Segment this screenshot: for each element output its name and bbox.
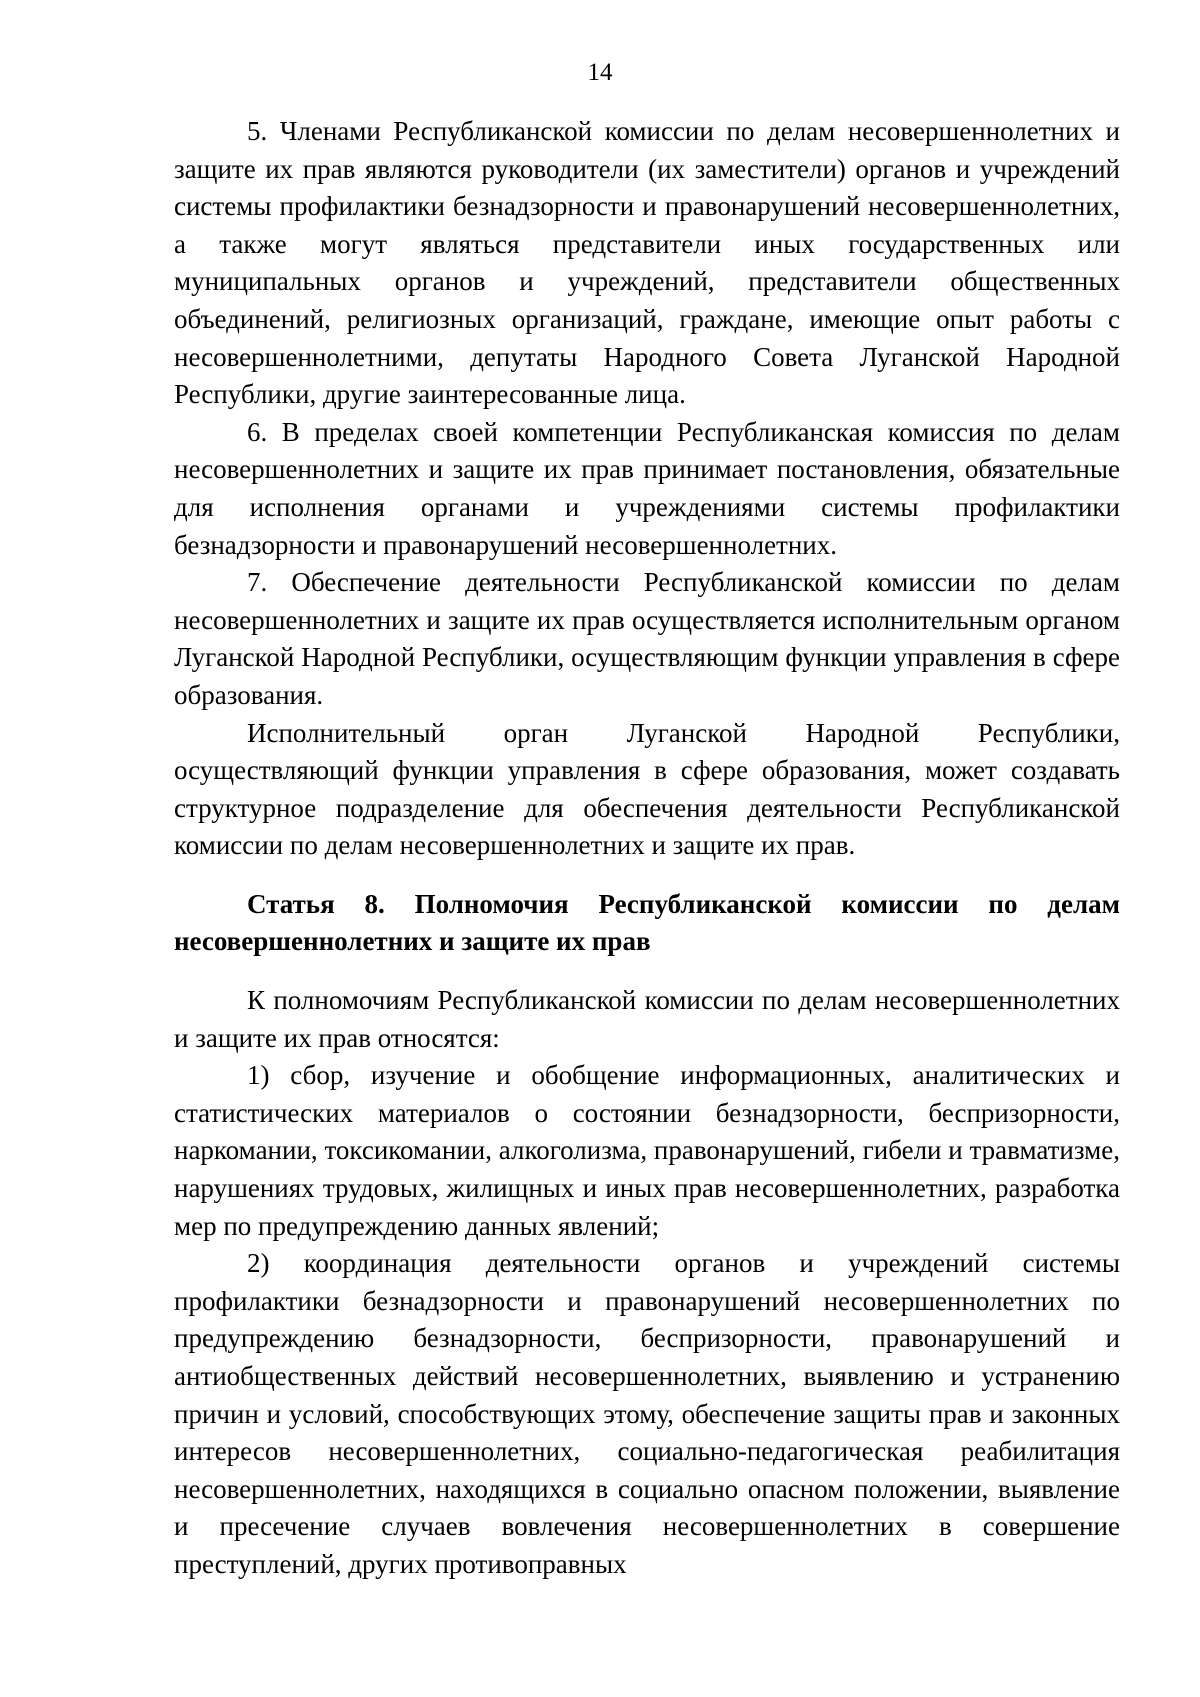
article-8-intro: К полномочиям Республиканской комиссии по делам несовершеннолетних и защите их прав относятся:: [174, 985, 1120, 1053]
paragraph-executive-body: Исполнительный орган Луганской Народной Республики, осуществляющий функции управления в сфере образования, может создавать структурное подразделение для обеспечения деятельности Республиканской комиссии по делам несовершеннолетних и защите их прав.: [174, 717, 1120, 861]
article-8-item-1: 1) сбор, изучение и обобщение информационных, аналитических и статистических материалов о состоянии безнадзорности, беспризорности, наркомании, токсикомании, алкоголизма, правонарушений, гибели и травматизме, нарушениях трудовых, жилищных и иных прав несовершеннолетних, разработка мер по предупреждению данных явлений;: [174, 1060, 1120, 1241]
document-body: [174, 113, 1120, 1584]
article-8-item-2: 2) координация деятельности органов и учреждений системы профилактики безнадзорности и правонарушений несовершеннолетних по предупреждению безнадзорности, беспризорности, правонарушений и антиобщественных действий несовершеннолетних, выявлению и устранению причин и условий, способствующих этому, обеспечение защиты прав и законных интересов несовершеннолетних, социально-педагогическая реабилитация несовершеннолетних, находящихся в социально опасном положении, выявление и пресечение случаев вовлечения несовершеннолетних в совершение преступлений, других противоправных: [174, 1248, 1120, 1579]
paragraph-item-7: 7. Обеспечение деятельности Республиканской комиссии по делам несовершеннолетних и защите их прав осуществляется исполнительным органом Луганской Народной Республики, осуществляющим функции управления в сфере образования.: [174, 567, 1120, 710]
paragraph-item-6: 6. В пределах своей компетенции Республиканская комиссия по делам несовершеннолетних и защите их прав принимает постановления, обязательные для исполнения органами и учреждениями системы профилактики безнадзорности и правонарушений несовершеннолетних.: [174, 416, 1120, 560]
article-8-heading: Статья 8. Полномочия Республиканской комиссии по делам несовершеннолетних и защите их прав: [174, 888, 1120, 957]
page-number: 14: [587, 59, 613, 86]
paragraph-item-5: 5. Членами Республиканской комиссии по делам несовершеннолетних и защите их прав являются руководители (их заместители) органов и учреждений системы профилактики безнадзорности и правонарушений несовершеннолетних, а также могут являться представители иных государственных или муниципальных органов и учреждений, представители общественных объединений, религиозных организаций, граждане, имеющие опыт работы с несовершеннолетними, депутаты Народного Совета Луганской Народной Республики, другие заинтересованные лица.: [174, 116, 1120, 410]
